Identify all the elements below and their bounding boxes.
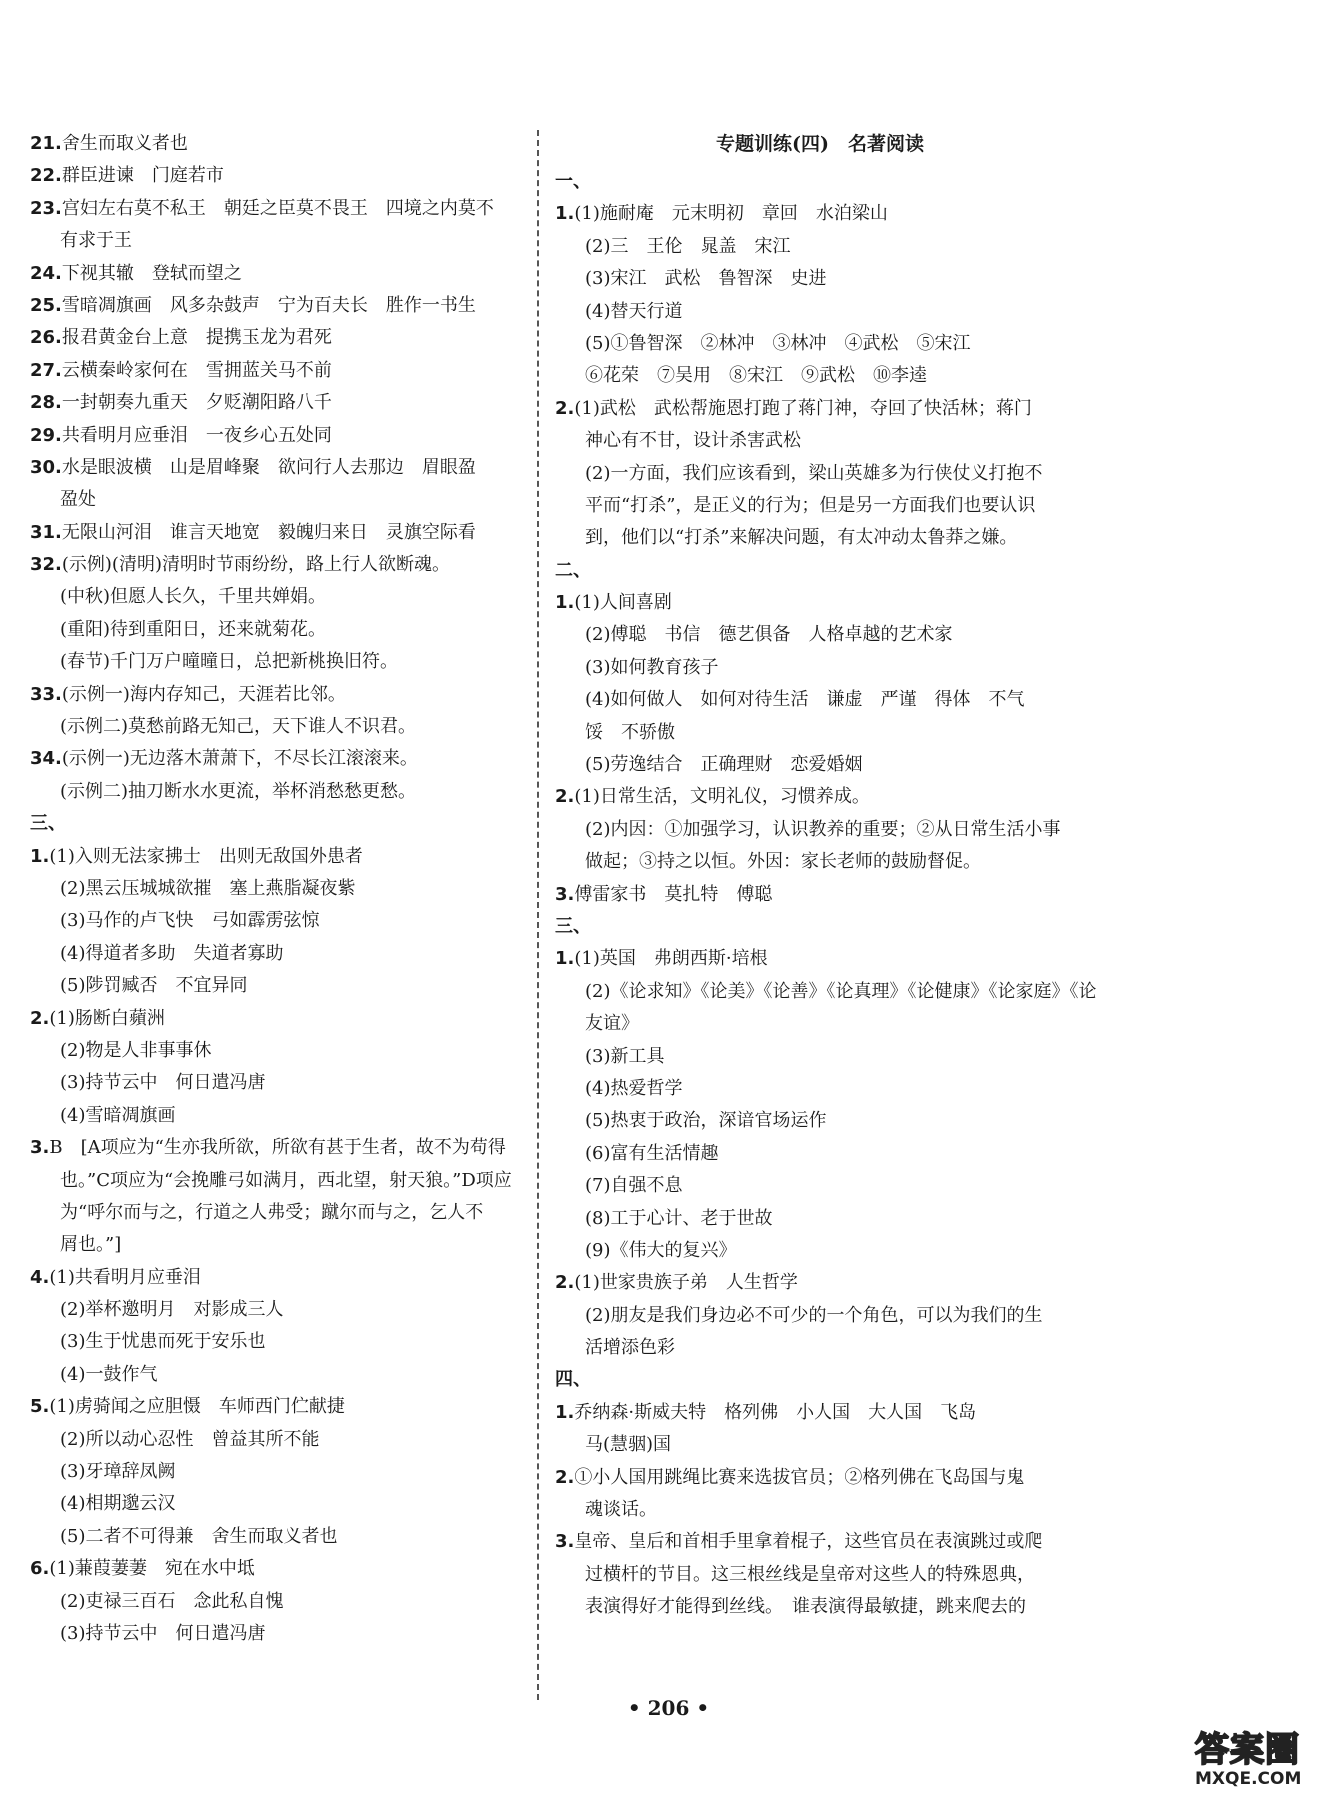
section-heading (555, 1364, 1055, 1396)
answer-text: (2)举杯邀明月 对影成三人 (60, 1299, 284, 1321)
answer-text: (3)持节云中 何日遣冯唐 (60, 1622, 266, 1644)
answer-line (30, 160, 530, 192)
answer-line (30, 322, 530, 354)
item-number: 2. (30, 1007, 50, 1029)
answer-line (555, 814, 1061, 846)
answer-text: (1)英国 弗朗西斯·培根 (574, 948, 768, 970)
answer-line (30, 193, 530, 225)
answer-text: (1)武松 武松帮施恩打跑了蒋门神，夺回了快活林；蒋门 (574, 397, 1032, 419)
answer-text: (3)马作的卢飞快 弓如霹雳弦惊 (60, 910, 320, 932)
answer-line (555, 328, 1055, 360)
answer-text: (3)如何教育孩子 (585, 656, 719, 678)
answer-line (555, 652, 1055, 684)
answer-text: (1)世家贵族子弟 人生哲学 (574, 1272, 798, 1294)
answer-line (555, 393, 1055, 425)
answer-text: (1)日常生活，文明礼仪，习惯养成。 (574, 786, 870, 808)
answer-text: 一封朝奏九重天 夕贬潮阳路八千 (61, 392, 332, 414)
answer-line (30, 646, 530, 678)
answer-text: (2)三 王伦 晁盖 宋江 (585, 235, 791, 257)
watermark-logo (1195, 1730, 1327, 1792)
answer-text: 舍生而取义者也 (61, 133, 188, 154)
answer-line (30, 290, 530, 322)
answer-line (30, 614, 530, 646)
answer-line (555, 1397, 1055, 1429)
answer-text: 四、 (555, 1369, 591, 1391)
answer-line (30, 905, 530, 937)
item-number: 2. (555, 1272, 575, 1294)
answer-line (30, 938, 530, 970)
answer-line (30, 1132, 530, 1164)
answer-line (30, 1488, 530, 1520)
answer-text: 友谊》 (585, 1013, 639, 1035)
answer-text: (4)相期邈云汉 (60, 1493, 176, 1515)
section-heading (555, 166, 1055, 198)
answer-text: (3)新工具 (585, 1045, 665, 1067)
item-number: 30. (30, 456, 62, 478)
answer-line (555, 684, 1055, 716)
item-number: 22. (30, 165, 62, 187)
answer-text: (4)热爱哲学 (585, 1077, 683, 1099)
answer-text: 二、 (555, 559, 591, 581)
answer-text: (2)吏禄三百石 念此私自愧 (60, 1590, 284, 1612)
answer-line (30, 1618, 530, 1650)
answer-line (555, 1591, 1055, 1623)
answer-line (30, 1294, 530, 1326)
answer-text: 皇帝、皇后和首相手里拿着棍子，这些官员在表演跳过或爬 (574, 1531, 1043, 1553)
answer-text: (4)替天行道 (585, 300, 683, 322)
right-lines (555, 166, 1097, 1624)
item-number: 3. (555, 883, 575, 905)
answer-text: (示例一)无边落木萧萧下，不尽长江滚滚来。 (61, 748, 418, 770)
answer-text: (4)得道者多助 失道者寡助 (60, 942, 284, 964)
item-number: 27. (30, 359, 62, 381)
answer-text: (示例二)莫愁前路无知己，天下谁人不识君。 (60, 716, 417, 738)
item-number: 32. (30, 554, 62, 576)
answer-line (30, 1521, 530, 1553)
answer-text: 盈处 (60, 489, 96, 511)
answer-text: (重阳)待到重阳日，还来就菊花。 (60, 618, 327, 640)
answer-line (555, 231, 1055, 263)
answer-line (30, 387, 530, 419)
answer-text: 三、 (555, 915, 591, 937)
item-number: 24. (30, 262, 62, 284)
answer-line (555, 1008, 1055, 1040)
answer-line (30, 1424, 530, 1456)
answer-text: (2)物是人非事事休 (60, 1039, 212, 1061)
answer-text: (3)宋江 武松 鲁智深 史进 (585, 268, 827, 290)
answer-line (30, 776, 530, 808)
item-number: 2. (555, 786, 575, 808)
item-number: 25. (30, 294, 62, 316)
item-number: 1. (555, 203, 575, 225)
answer-line (555, 717, 1055, 749)
item-number: 3. (555, 1531, 575, 1553)
answer-line (555, 263, 1055, 295)
answer-text: 一、 (555, 171, 591, 192)
answer-line (555, 296, 1055, 328)
answer-text: (7)自强不息 (585, 1175, 683, 1197)
answer-line (555, 425, 1055, 457)
answer-text: 活增添色彩 (585, 1337, 675, 1359)
answer-line (555, 360, 1055, 392)
answer-text: (3)持节云中 何日遣冯唐 (60, 1072, 266, 1094)
answer-line (30, 1197, 530, 1229)
item-number: 23. (30, 197, 62, 219)
answer-text: (1)人间喜剧 (574, 592, 672, 614)
item-number: 31. (30, 521, 62, 543)
answer-line (555, 1235, 1055, 1267)
answer-line (30, 258, 530, 290)
answer-text: (5)陟罚臧否 不宜异同 (60, 975, 248, 997)
answer-line (555, 1494, 1055, 1526)
answer-line (555, 781, 1055, 813)
answer-text: 做起；③持之以恒。外因：家长老师的鼓励督促。 (585, 851, 981, 873)
item-number: 2. (555, 1466, 575, 1488)
answer-text: 下视其辙 登轼而望之 (61, 262, 242, 284)
answer-line (30, 225, 530, 257)
answer-text: 过横杆的节目。这三根丝线是皇帝对这些人的特殊恩典， (585, 1563, 1035, 1585)
answer-text: 宫妇左右莫不私王 朝廷之臣莫不畏王 四境之内莫不 (61, 197, 494, 219)
answer-text: (5)劳逸结合 正确理财 恋爱婚姻 (585, 754, 863, 776)
answer-text: (9)《伟大的复兴》 (585, 1239, 737, 1261)
answer-text: (1)虏骑闻之应胆慑 车师西门伫献捷 (49, 1396, 345, 1418)
item-number: 1. (30, 845, 50, 867)
answer-line (555, 587, 1055, 619)
section-heading (30, 808, 530, 840)
answer-line (30, 581, 530, 613)
answer-text: (5)热衷于政治，深谙官场运作 (585, 1110, 827, 1132)
answer-line (555, 1041, 1055, 1073)
answer-text: ⑥花荣 ⑦吴用 ⑧宋江 ⑨武松 ⑩李逵 (585, 365, 927, 387)
answer-line (555, 1105, 1055, 1137)
item-number: 1. (555, 948, 575, 970)
item-number: 5. (30, 1396, 50, 1418)
answer-text: (春节)千门万户曈曈日，总把新桃换旧符。 (60, 651, 399, 673)
answer-line (30, 128, 530, 160)
column-divider (537, 130, 539, 1700)
answer-text: (2)傅聪 书信 德艺俱备 人格卓越的艺术家 (585, 624, 953, 646)
answer-line (30, 1359, 530, 1391)
answer-text: 云横秦岭家何在 雪拥蓝关马不前 (61, 359, 332, 381)
answer-text: (3)生于忧患而死于安乐也 (60, 1331, 266, 1353)
answer-text: 报君黄金台上意 提携玉龙为君死 (61, 327, 332, 349)
answer-line (555, 1300, 1055, 1332)
answer-line (555, 1526, 1055, 1558)
answer-text: 有求于王 (60, 230, 132, 252)
answer-line (30, 1553, 530, 1585)
answer-text: 表演得好才能得到丝线。 谁表演得最敏捷，跳来爬去的 (585, 1596, 1026, 1618)
answer-text: (5)二者不可得兼 舍生而取义者也 (60, 1525, 338, 1547)
answer-text: (1)肠断白蘋洲 (49, 1007, 165, 1029)
item-number: 2. (555, 397, 575, 419)
watermark-mark: 答案圈 (1195, 1730, 1300, 1770)
item-number: 28. (30, 392, 62, 414)
answer-text: (1)蒹葭萋萋 宛在水中坻 (49, 1558, 255, 1580)
right-column (555, 128, 1097, 1624)
answer-line (30, 873, 530, 905)
answer-line (30, 549, 530, 581)
item-number: 1. (555, 592, 575, 614)
watermark-url: MXQE.COM (1195, 1769, 1302, 1789)
answer-line (555, 1462, 1055, 1494)
answer-text: (2)内因：①加强学习，认识教养的重要；②从日常生活小事 (585, 818, 1061, 840)
answer-text: (中秋)但愿人长久，千里共婵娟。 (60, 586, 327, 608)
answer-line (30, 1003, 530, 1035)
answer-line (555, 943, 1055, 975)
answer-text: 平而“打杀”，是正义的行为；但是另一方面我们也要认识 (585, 494, 1036, 516)
answer-text: 傅雷家书 莫扎特 傅聪 (574, 883, 773, 905)
answer-text: (2)黑云压城城欲摧 塞上燕脂凝夜紫 (60, 877, 356, 899)
answer-text: (示例一)海内存知己，天涯若比邻。 (61, 683, 346, 705)
item-number: 6. (30, 1558, 50, 1580)
answer-text: 馁 不骄傲 (585, 721, 675, 743)
answer-text: 神心有不甘，设计杀害武松 (585, 430, 801, 452)
section-heading (555, 555, 1055, 587)
answer-text: (2)朋友是我们身边必不可少的一个角色，可以为我们的生 (585, 1304, 1043, 1326)
answer-text: 群臣进谏 门庭若市 (61, 165, 224, 187)
answer-text: (1)共看明月应垂泪 (49, 1266, 201, 1288)
answer-text: (示例)(清明)清明时节雨纷纷，路上行人欲断魂。 (61, 554, 450, 576)
answer-line (30, 1326, 530, 1358)
section-heading (555, 911, 1055, 943)
answer-line (30, 484, 530, 516)
answer-line (30, 452, 530, 484)
answer-line (30, 743, 530, 775)
answer-text: (示例二)抽刀断水水更流，举杯消愁愁更愁。 (60, 780, 417, 802)
left-column (30, 128, 530, 1650)
item-number: 26. (30, 327, 62, 349)
item-number: 29. (30, 424, 62, 446)
answer-text: B [A项应为“生亦我所欲，所欲有甚于生者，故不为苟得 (49, 1137, 506, 1159)
answer-line (30, 679, 530, 711)
answer-line (30, 1035, 530, 1067)
item-number: 33. (30, 683, 62, 705)
answer-line (555, 749, 1055, 781)
section-title: 专题训练(四) 名著阅读 (716, 133, 924, 155)
answer-line (30, 1456, 530, 1488)
answer-text: (4)雪暗凋旗画 (60, 1104, 176, 1126)
answer-text: (4)一鼓作气 (60, 1363, 158, 1385)
answer-line (555, 1203, 1055, 1235)
answer-line (30, 517, 530, 549)
answer-line (30, 1262, 530, 1294)
answer-line (30, 711, 530, 743)
answer-line (555, 1267, 1055, 1299)
answer-line (30, 970, 530, 1002)
answer-text: 雪暗凋旗画 风多杂鼓声 宁为百夫长 胜作一书生 (61, 294, 476, 316)
answer-text: 魂谈话。 (585, 1499, 657, 1521)
answer-text: 水是眼波横 山是眉峰聚 欲问行人去那边 眉眼盈 (61, 456, 476, 478)
answer-line (30, 1391, 530, 1423)
item-number: 21. (30, 133, 62, 154)
answer-line (30, 420, 530, 452)
item-number: 34. (30, 748, 62, 770)
item-number: 3. (30, 1137, 50, 1159)
answer-line (555, 1559, 1055, 1591)
answer-text: 无限山河泪 谁言天地宽 毅魄归来日 灵旗空际看 (61, 521, 476, 543)
answer-line (555, 522, 1055, 554)
answer-line (30, 1229, 530, 1261)
answer-text: 为“呼尔而与之，行道之人弗受；蹴尔而与之，乞人不 (60, 1201, 484, 1223)
answer-text: (2)所以动心忍性 曾益其所不能 (60, 1428, 320, 1450)
answer-line (30, 355, 530, 387)
answer-line (555, 1429, 1055, 1461)
answer-text: 马(慧骃)国 (585, 1434, 672, 1456)
answer-text: (1)施耐庵 元末明初 章回 水泊梁山 (574, 203, 888, 225)
answer-line (555, 846, 1055, 878)
answer-text: 三、 (30, 813, 66, 835)
answer-line (555, 1170, 1055, 1202)
answer-text: ①小人国用跳绳比赛来选拔官员；②格列佛在飞岛国与鬼 (574, 1466, 1025, 1488)
answer-line (555, 1138, 1055, 1170)
answer-text: 也。”C项应为“会挽雕弓如满月，西北望，射天狼。”D项应 (60, 1169, 512, 1191)
answer-text: 到，他们以“打杀”来解决问题，有太冲动太鲁莽之嫌。 (585, 527, 1018, 549)
answer-line (555, 458, 1055, 490)
answer-text: (5)①鲁智深 ②林冲 ③林冲 ④武松 ⑤宋江 (585, 332, 971, 354)
answer-line (30, 1165, 530, 1197)
answer-text: (6)富有生活情趣 (585, 1142, 719, 1164)
answer-text: 乔纳森·斯威夫特 格列佛 小人国 大人国 飞岛 (574, 1401, 977, 1423)
answer-line (555, 619, 1055, 651)
answer-text: (2)《论求知》《论美》《论善》《论真理》《论健康》《论家庭》《论 (585, 980, 1097, 1002)
answer-line (555, 1073, 1055, 1105)
item-number: 4. (30, 1266, 50, 1288)
answer-line (555, 198, 1055, 230)
answer-line (555, 1332, 1055, 1364)
answer-line (555, 879, 1055, 911)
answer-line (555, 976, 1097, 1008)
answer-text: (2)一方面，我们应该看到，梁山英雄多为行侠仗义打抱不 (585, 462, 1043, 484)
answer-line (30, 1586, 530, 1618)
answer-text: (3)牙璋辞凤阙 (60, 1461, 176, 1483)
answer-line (555, 490, 1055, 522)
answer-text: (8)工于心计、老于世故 (585, 1207, 773, 1229)
answer-line (30, 841, 530, 873)
answer-text: (4)如何做人 如何对待生活 谦虚 严谨 得体 不气 (585, 689, 1025, 711)
answer-line (30, 1100, 530, 1132)
answer-text: 共看明月应垂泪 一夜乡心五处同 (61, 424, 332, 446)
answer-text: 屑也。”] (60, 1234, 122, 1256)
item-number: 1. (555, 1401, 575, 1423)
answer-line (30, 1067, 530, 1099)
answer-text: (1)入则无法家拂士 出则无敌国外患者 (49, 845, 363, 867)
page-number: • 206 • (627, 1696, 710, 1720)
